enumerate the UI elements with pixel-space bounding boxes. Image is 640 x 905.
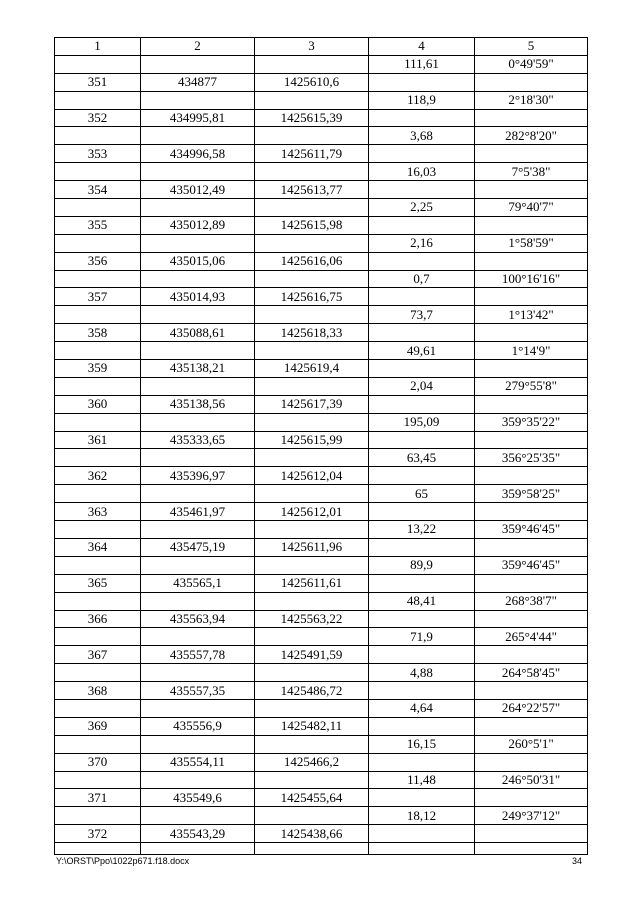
table-cell-col3 [255, 234, 369, 252]
table-row [55, 288, 588, 306]
table-cell-col3: 1425438,66 [255, 825, 369, 843]
table-cell-col4 [369, 431, 475, 449]
table-cell-col2 [141, 413, 255, 431]
table-cell-col1 [55, 628, 141, 646]
table-cell-col4: 48,41 [369, 592, 475, 610]
table-cell-col3 [255, 664, 369, 682]
table-cell-col1: 368 [55, 682, 141, 700]
table-cell-col3 [255, 521, 369, 539]
table-cell-col3: 1425616,75 [255, 288, 369, 306]
table-cell-col2 [141, 377, 255, 395]
table-cell-col4 [369, 288, 475, 306]
table-cell-col2: 435549,6 [141, 789, 255, 807]
table-row [55, 735, 588, 753]
table-cell-col4 [369, 145, 475, 163]
table-cell-col5 [475, 181, 588, 199]
table-cell-col3: 1425611,96 [255, 538, 369, 556]
table-cell-col2 [141, 735, 255, 753]
table-cell-col5: 2°18'30" [475, 91, 588, 109]
table-cell-col1 [55, 699, 141, 717]
table-cell-col1 [55, 91, 141, 109]
table-cell-col5 [475, 431, 588, 449]
table-cell-col4 [369, 503, 475, 521]
table-row [55, 270, 588, 288]
table-cell-col2: 435557,78 [141, 646, 255, 664]
table-cell-col3: 1425618,33 [255, 324, 369, 342]
table-cell-col1: 355 [55, 216, 141, 234]
table-cell-col5: 1°13'42" [475, 306, 588, 324]
table-row [55, 55, 588, 73]
table-cell-col1: 361 [55, 431, 141, 449]
table-row [55, 342, 588, 360]
table-cell-col5: 246°50'31" [475, 771, 588, 789]
table-cell-col1: 369 [55, 717, 141, 735]
table-cell-col1: 371 [55, 789, 141, 807]
table-cell-col2 [141, 485, 255, 503]
table-cell-col1 [55, 234, 141, 252]
table-cell-col4 [369, 646, 475, 664]
table-cell-col2: 435014,93 [141, 288, 255, 306]
table-cell-col5: 1°58'59" [475, 234, 588, 252]
table-cell-col2: 435088,61 [141, 324, 255, 342]
table-cell-col5: 260°5'1" [475, 735, 588, 753]
table-cell-col2 [141, 199, 255, 217]
table-cell-col2 [141, 556, 255, 574]
table-cell-col3: 1425563,22 [255, 610, 369, 628]
table-cell-col1 [55, 163, 141, 181]
table-body [55, 55, 588, 854]
table-cell-col4 [369, 717, 475, 735]
table-row [55, 485, 588, 503]
table-cell-col4 [369, 216, 475, 234]
table-cell-col1: 364 [55, 538, 141, 556]
table-cell-col2 [141, 807, 255, 825]
table-cell-col3 [255, 55, 369, 73]
table-cell-col3 [255, 628, 369, 646]
table-row [55, 234, 588, 252]
table-row [55, 431, 588, 449]
table-cell-col3: 1425615,39 [255, 109, 369, 127]
table-cell-col2: 434877 [141, 73, 255, 91]
table-cell-col3: 1425616,06 [255, 252, 369, 270]
table-cell-col3: 1425610,6 [255, 73, 369, 91]
table-cell-col1 [55, 449, 141, 467]
table-cell-col2 [141, 91, 255, 109]
table-row [55, 699, 588, 717]
table-cell-col2: 435012,49 [141, 181, 255, 199]
table-cell-col1: 360 [55, 395, 141, 413]
table-cell-col5: 356°25'35" [475, 449, 588, 467]
table-cell-col2: 435138,56 [141, 395, 255, 413]
table-cell-col1: 354 [55, 181, 141, 199]
table-cell-col2 [141, 628, 255, 646]
table-cell-col1: 363 [55, 503, 141, 521]
table-row [55, 753, 588, 771]
table-cell-col2: 435475,19 [141, 538, 255, 556]
table-cell-col3: 1425619,4 [255, 360, 369, 378]
table-cell-col2: 434996,58 [141, 145, 255, 163]
table-cell-col5: 79°40'7" [475, 199, 588, 217]
header-cell-5: 5 [475, 38, 588, 56]
table-cell-col4: 49,61 [369, 342, 475, 360]
table-cell-col1 [55, 556, 141, 574]
table-cell-col2: 435565,1 [141, 574, 255, 592]
table-cell-col4 [369, 109, 475, 127]
page-number: 34 [572, 856, 583, 866]
table-cell-col4: 2,16 [369, 234, 475, 252]
table-row [55, 503, 588, 521]
table-cell-col3: 1425611,79 [255, 145, 369, 163]
table-cell-col4: 63,45 [369, 449, 475, 467]
table-cell-col5 [475, 252, 588, 270]
table-cell-col4 [369, 574, 475, 592]
table-cell-col4 [369, 73, 475, 91]
table-cell-col1 [55, 55, 141, 73]
table-row [55, 556, 588, 574]
table-cell-col2 [141, 342, 255, 360]
table-cell-col5: 279°55'8" [475, 377, 588, 395]
table-row [55, 825, 588, 843]
table-cell-col3 [255, 306, 369, 324]
table-row [55, 682, 588, 700]
table-row [55, 91, 588, 109]
table-cell-col2: 435396,97 [141, 467, 255, 485]
table-cell-col4: 13,22 [369, 521, 475, 539]
table-row [55, 717, 588, 735]
table-cell-col4 [369, 825, 475, 843]
table-cell-col4: 89,9 [369, 556, 475, 574]
table-cell-col4: 3,68 [369, 127, 475, 145]
table-cell-col3 [255, 771, 369, 789]
table-cell-col5 [475, 395, 588, 413]
table-cell-col3 [255, 807, 369, 825]
header-row [55, 38, 588, 56]
table-cell-col4: 65 [369, 485, 475, 503]
table-cell-col5: 249°37'12" [475, 807, 588, 825]
table-cell-col1 [55, 807, 141, 825]
table-cell-col4: 71,9 [369, 628, 475, 646]
table-cell-col1: 372 [55, 825, 141, 843]
table-cell-col3: 1425615,99 [255, 431, 369, 449]
table-cell-col4: 16,03 [369, 163, 475, 181]
table-row [55, 538, 588, 556]
table-cell-col2 [141, 306, 255, 324]
table-cell-col3: 1425466,2 [255, 753, 369, 771]
table-cell-col1: 352 [55, 109, 141, 127]
table-cell-col4: 11,48 [369, 771, 475, 789]
table-row [55, 163, 588, 181]
table-cell-col5 [475, 503, 588, 521]
table-cell-col4 [369, 395, 475, 413]
table-cell-col3 [255, 270, 369, 288]
table-cell-col5: 265°4'44" [475, 628, 588, 646]
table-cell-col2 [141, 270, 255, 288]
table-row [55, 413, 588, 431]
table-cell-col3 [255, 127, 369, 145]
table-cell-col4: 73,7 [369, 306, 475, 324]
table-cell-col2: 435554,11 [141, 753, 255, 771]
table-cell-col3 [255, 199, 369, 217]
table-cell-col5 [475, 288, 588, 306]
table-row [55, 73, 588, 91]
table-cell-col5 [475, 753, 588, 771]
header-cell-1: 1 [55, 38, 141, 56]
table-cell-col1: 367 [55, 646, 141, 664]
table-cell-col5 [475, 73, 588, 91]
table-cell-col5 [475, 538, 588, 556]
table-cell-col1 [55, 377, 141, 395]
table-cell-col5 [475, 825, 588, 843]
table-cell-col5 [475, 467, 588, 485]
table-cell-col4 [369, 789, 475, 807]
table-cell-col5 [475, 360, 588, 378]
table-cell-col2: 435556,9 [141, 717, 255, 735]
table-cell-col4 [369, 467, 475, 485]
table-cell-col3 [255, 556, 369, 574]
table-cell-col2 [141, 449, 255, 467]
table-row [55, 199, 588, 217]
table-row [55, 109, 588, 127]
table-cell-col4 [369, 324, 475, 342]
table-cell-col2: 435012,89 [141, 216, 255, 234]
table-cell-col5: 359°46'45" [475, 521, 588, 539]
table-cell-col1 [55, 771, 141, 789]
table-row [55, 377, 588, 395]
header-cell-4: 4 [369, 38, 475, 56]
table-cell-col2: 435543,29 [141, 825, 255, 843]
table-cell-col5: 0°49'59" [475, 55, 588, 73]
table-row [55, 467, 588, 485]
table-cell-col3: 1425615,98 [255, 216, 369, 234]
table-row [55, 127, 588, 145]
table-cell-col4: 16,15 [369, 735, 475, 753]
table-cell-col1: 359 [55, 360, 141, 378]
table-row [55, 449, 588, 467]
table-cell-col2 [141, 127, 255, 145]
table-cell-col5: 268°38'7" [475, 592, 588, 610]
table-cell-col4 [369, 538, 475, 556]
table-cell-col4 [369, 682, 475, 700]
table-cell-col1 [55, 413, 141, 431]
table-row [55, 664, 588, 682]
table-cell-col4: 111,61 [369, 55, 475, 73]
table-row [55, 789, 588, 807]
table-row [55, 306, 588, 324]
table-cell-col4: 4,64 [369, 699, 475, 717]
table-cell-col1 [55, 270, 141, 288]
table-cell-col5 [475, 717, 588, 735]
table-cell-col5 [475, 574, 588, 592]
table-cell-empty [255, 843, 369, 855]
table-cell-col2: 435557,35 [141, 682, 255, 700]
table-cell-col2 [141, 699, 255, 717]
table-cell-col3: 1425486,72 [255, 682, 369, 700]
table-cell-col5 [475, 646, 588, 664]
table-cell-col5: 264°22'57" [475, 699, 588, 717]
table-cell-col1 [55, 521, 141, 539]
table-cell-col3: 1425611,61 [255, 574, 369, 592]
table-row [55, 360, 588, 378]
table-cell-col4: 2,04 [369, 377, 475, 395]
table-cell-col3: 1425455,64 [255, 789, 369, 807]
table-row [55, 592, 588, 610]
table-cell-col1: 351 [55, 73, 141, 91]
table-cell-empty [475, 843, 588, 855]
table-cell-col3 [255, 163, 369, 181]
table-cell-col2 [141, 521, 255, 539]
table-cell-col4: 195,09 [369, 413, 475, 431]
table-cell-col2 [141, 55, 255, 73]
table-cell-col4 [369, 610, 475, 628]
table-cell-col5 [475, 109, 588, 127]
table-cell-empty [55, 843, 141, 855]
table-row [55, 807, 588, 825]
table-cell-col5: 359°46'45" [475, 556, 588, 574]
table-cell-col3: 1425612,04 [255, 467, 369, 485]
table-cell-col5: 100°16'16" [475, 270, 588, 288]
table-cell-col5: 359°35'22" [475, 413, 588, 431]
header-cell-3: 3 [255, 38, 369, 56]
table-cell-col3: 1425613,77 [255, 181, 369, 199]
table-cell-col1: 362 [55, 467, 141, 485]
table-cell-col2: 435563,94 [141, 610, 255, 628]
table-cell-col5 [475, 682, 588, 700]
table-cell-empty [369, 843, 475, 855]
table-cell-col2: 435333,65 [141, 431, 255, 449]
table-cell-col1 [55, 342, 141, 360]
table-cell-col2 [141, 163, 255, 181]
table-cell-col4: 18,12 [369, 807, 475, 825]
header-cell-2: 2 [141, 38, 255, 56]
table-row [55, 628, 588, 646]
table-row [55, 252, 588, 270]
table-cell-col1: 370 [55, 753, 141, 771]
table-cell-col2: 435015,06 [141, 252, 255, 270]
table-row [55, 521, 588, 539]
table-cell-col1: 365 [55, 574, 141, 592]
table-row [55, 646, 588, 664]
table-cell-col4 [369, 753, 475, 771]
table-cell-col4: 2,25 [369, 199, 475, 217]
table-row [55, 216, 588, 234]
table-cell-col1 [55, 485, 141, 503]
table-cell-col1 [55, 735, 141, 753]
table-cell-col5 [475, 610, 588, 628]
coordinates-table [54, 37, 588, 855]
table-cell-col3 [255, 735, 369, 753]
table-cell-col2 [141, 234, 255, 252]
table-row [55, 574, 588, 592]
table-cell-col4 [369, 360, 475, 378]
table-cell-col5 [475, 789, 588, 807]
table-cell-col5: 264°58'45" [475, 664, 588, 682]
table-row-continuation [55, 843, 588, 855]
footer-file-path: Y:\ORST\Ppo\1022p671.f18.docx [56, 856, 190, 866]
table-cell-col3 [255, 485, 369, 503]
table-cell-col3 [255, 91, 369, 109]
table-cell-col5: 359°58'25" [475, 485, 588, 503]
table-cell-col1 [55, 127, 141, 145]
table-row [55, 181, 588, 199]
table-row [55, 324, 588, 342]
table-cell-col1 [55, 664, 141, 682]
table-cell-col1: 366 [55, 610, 141, 628]
table-row [55, 395, 588, 413]
table-cell-col3 [255, 699, 369, 717]
table-cell-col2: 434995,81 [141, 109, 255, 127]
table-cell-col1 [55, 199, 141, 217]
table-cell-col5 [475, 145, 588, 163]
table-cell-col2: 435461,97 [141, 503, 255, 521]
table-cell-col3 [255, 413, 369, 431]
table-cell-col3 [255, 592, 369, 610]
table-cell-col5: 1°14'9" [475, 342, 588, 360]
table-row [55, 771, 588, 789]
table-cell-col1 [55, 306, 141, 324]
table-cell-col4: 4,88 [369, 664, 475, 682]
table-cell-col4: 0,7 [369, 270, 475, 288]
table-cell-col4 [369, 252, 475, 270]
table-header [55, 38, 588, 56]
table-cell-empty [141, 843, 255, 855]
table-cell-col3 [255, 342, 369, 360]
table-cell-col5: 282°8'20" [475, 127, 588, 145]
table-cell-col1: 356 [55, 252, 141, 270]
table-cell-col4 [369, 181, 475, 199]
table-cell-col3: 1425612,01 [255, 503, 369, 521]
table-row [55, 610, 588, 628]
table-cell-col5 [475, 216, 588, 234]
table-cell-col1 [55, 592, 141, 610]
table-cell-col2 [141, 664, 255, 682]
table-row [55, 145, 588, 163]
table-cell-col3: 1425491,59 [255, 646, 369, 664]
table-cell-col3: 1425617,39 [255, 395, 369, 413]
table-cell-col3 [255, 377, 369, 395]
table-cell-col3 [255, 449, 369, 467]
table-cell-col2 [141, 592, 255, 610]
table-cell-col5 [475, 324, 588, 342]
table-cell-col1: 357 [55, 288, 141, 306]
table-cell-col1: 358 [55, 324, 141, 342]
table-cell-col1: 353 [55, 145, 141, 163]
table-cell-col3: 1425482,11 [255, 717, 369, 735]
table-cell-col2 [141, 771, 255, 789]
table-cell-col2: 435138,21 [141, 360, 255, 378]
table-cell-col5: 7°5'38" [475, 163, 588, 181]
table-cell-col4: 118,9 [369, 91, 475, 109]
